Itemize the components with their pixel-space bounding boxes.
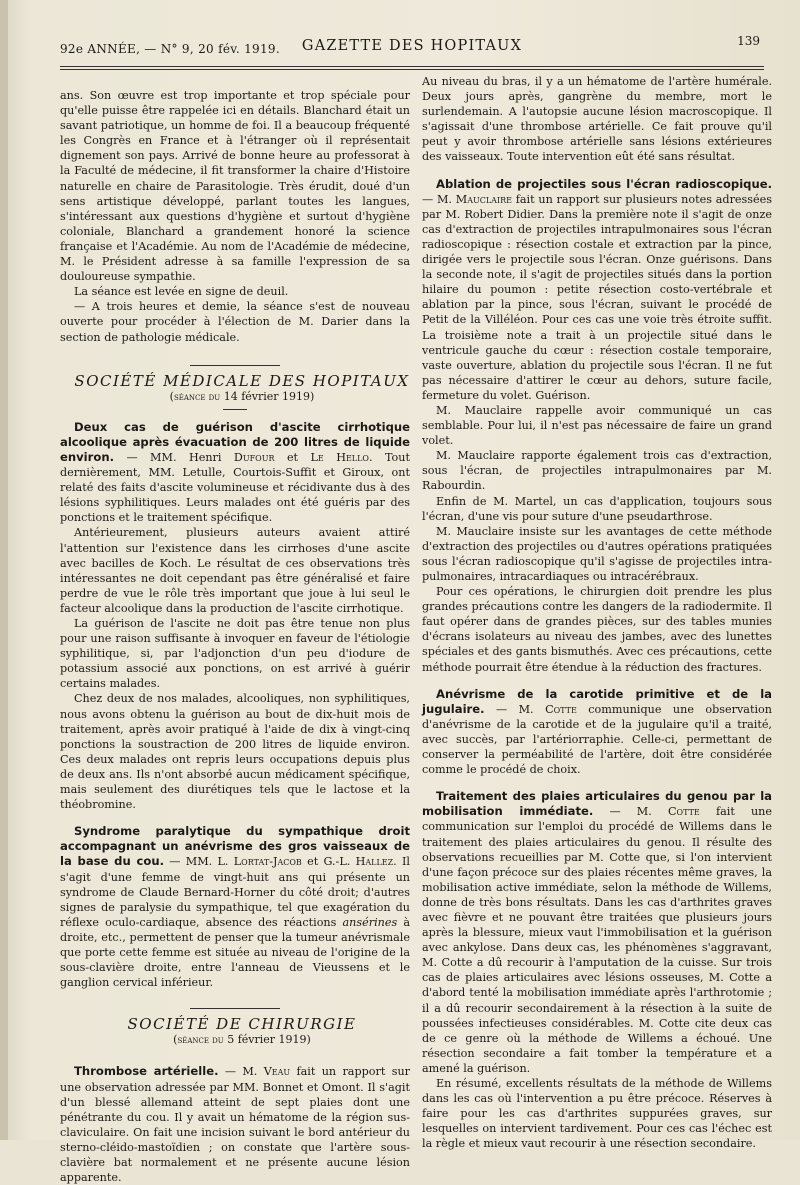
article-title: Thrombose artérielle. (74, 1064, 219, 1079)
article-paragraph: Pour ces opérations, le chirurgien doit prendre les plus grandes précautions contre les dangers de la radiodermite. Il faut opérer dans de grandes pièces, sur des tables munies d'écrans isolateurs au niveau des jambes, avec des lunettes spéciales et des gants bismuthés. Avec ces précautions, cette méthode pourrait être étendue à la réduction des fractures. (422, 585, 772, 674)
article-projectiles: Ablation de projectiles sous l'écran radioscopique. — M. Mauclaire fait un rapport sur plusieurs notes adressées par M. Robert Didier. Dans la première note il s'agit de onze cas d'extraction de projectiles intrapulmonaires sous l'écran radioscopique : résection costale et extraction par la pince, dirigée vers le projectile sous l'écran. Onze guérisons. Dans la seconde note, il s'agit de projectiles situés dans la portion hilaire du poumon : petite résection costo-vertébrale et ablation par la pince, sous l'écran, suivant le procédé de Petit de la Villéléon. Pour ces cas une voie très étroite suffit. La troisième note a trait à un projectile situé dans le ventricule gauche du cœur : résection costale temporaire, vaste ouverture, ablation du projectile sous l'écran. Il ne fut pas nécessaire d'attirer le cœur au dehors, suture facile, fermeture du volet. Guérison. (422, 176, 773, 402)
page-header (60, 34, 764, 58)
article-genou: Traitement des plaies articulaires du genou par la mobilisation immédiate. — M. Cotte fait une communication sur l'emploi du procédé de Willems dans le traitement des plaies articulaires du genou. Il résulte des observations recueillies par M. Cotte que, si l'on intervient d'une façon précoce sur des plaies récentes même graves, la mobilisation active immédiate, selon la méthode de Willems, donne de très bons résultats. Dans les cas d'arthrites graves avec fièvre et ne pouvant être traitées que plusieurs jours après la blessure, mieux vaut l'immobilisation et la guérison avec ankylose. Dans deux cas, les phénomènes s'aggravant, M. Cotte a dû recourir à l'amputation de la cuisse. Sur trois cas de plaies articulaires avec lésions osseuses, M. Cotte a d'abord tenté la mobilisation immédiate après l'arthrotomie ; il a dû recourir secondairement à la résection à la suite de poussées infectieuses considérables. M. Cotte cite deux cas de ce genre où la méthode de Willems a échoué. Une résection secondaire a fait tomber la température et a amené la guérison. (422, 789, 773, 1075)
page-number: 139 (737, 34, 760, 48)
article-paragraph: M. Mauclaire rapporte également trois cas d'extraction, sous l'écran, de projectiles intrapulmonaires par M. Rabourdin. (422, 449, 772, 493)
right-column (422, 74, 772, 1151)
intro-paragraph: ans. Son œuvre est trop importante et trop spéciale pour qu'elle puisse être rappelée ici en détails. Blanchard était un savant patriotique, un homme de foi. Il a beaucoup fréquenté les Congrès en France et à l'étranger où il représentait dignement son pays. Arrivé de bonne heure au professorat à la Faculté de médecine, il fit transformer la chaire d'Histoire naturelle en chaire de Parasitologie. Très érudit, doué d'un sens artistique développé, parlant toutes les langues, s'intéressant aux questions d'hygiène et surtout d'hygiène coloniale, Blanchard a grandement honoré la science française et l'Académie. Au nom de l'Académie de médecine, M. le Président adresse à sa famille l'expression de sa douloureuse sympathie. (60, 89, 410, 284)
article-paragraph: Chez deux de nos malades, alcooliques, non syphilitiques, nous avons obtenu la guérison au bout de dix-huit mois de traitement, après avoir pratiqué à l'aide de dix à vingt-cinq ponctions la soustraction de 200 litres de liquide environ. Ces deux malades ont repris leurs occupations depuis plus de deux ans. Ils n'ont absorbé aucun médicament spécifique, mais seulement des diurétiques tels que le lactose et la théobromine. (60, 692, 410, 812)
article-paragraph: La guérison de l'ascite ne doit pas être tenue non plus pour une raison suffisante à invoquer en faveur de l'étiologie syphilitique, si, par l'adjonction d'un peu d'iodure de potassium associé aux ponctions, on est arrivé à guérir certains malades. (60, 617, 410, 691)
article-anevrisme: Anévrisme de la carotide primitive et de la jugulaire. — M. Cotte communique une observation d'anévrisme de la carotide et de la jugulaire qu'il a traité, avec succès, par l'artériorraphie. Celle-ci, permettant de conserver la perméabilité de l'artère, doit être considérée comme le procédé de choix. (422, 686, 772, 777)
seance-date-chirurgie: (séance du 5 février 1919) (173, 1033, 311, 1047)
article-sympathique: Syndrome paralytique du sympathique droit accompagnant un anévrisme des gros vaisseaux de la base du cou. — MM. L. Lortat-Jacob et G.-L. Hallez. Il s'agit d'une femme de vingt-huit ans qui présente un syndrome de Claude Bernard-Horner du côté droit; d'autres signes de paralysie du sympathique, tel que exagération du réflexe oculo-cardiaque, absence des réactions ansérines à droite, etc., permettent de penser que la tumeur anévrismale que porte cette femme est située au niveau de l'origine de la sous-clavière droite, entre l'anneau de Vieussens et le ganglion cervical inférieur. (60, 824, 411, 990)
article-title: Traitement des plaies articulaires du genou par la mobilisation immédiate. (422, 789, 772, 819)
article-paragraph: M. Mauclaire insiste sur les avantages de cette méthode d'extraction des projectiles ou d'autres opérations pratiquées sous l'écran radioscopique qu'il s'agisse de projectiles intra-pulmonaires, intracardiaques ou intracérébraux. (422, 524, 772, 583)
article-title: Deux cas de guérison d'ascite cirrhotique alcoolique après évacuation de 200 litres de liquide environ. (60, 419, 410, 464)
header-rule-bottom (60, 69, 764, 70)
section-title-chirurgie: SOCIÉTÉ DE CHIRURGIE (127, 1015, 357, 1034)
seance-levee: La séance est levée en signe de deuil. (74, 285, 289, 299)
reprise-paragraph: — A trois heures et demie, la séance s'est de nouveau ouverte pour procéder à l'élection de M. Darier dans la section de pathologie médicale. (60, 300, 410, 344)
article-title: Syndrome paralytique du sympathique droit accompagnant un anévrisme des gros vaisseaux de la base du cou. (60, 824, 410, 869)
issue-info: 92e ANNÉE, — N° 9, 20 fév. 1919. (60, 42, 280, 56)
article-paragraph: En résumé, excellents résultats de la méthode de Willems dans les cas où l'intervention a pu être précoce. Réserves à faire pour les cas d'arthrites suppurées graves, sur lesquelles on intervient tardivement. Pour ces cas l'échec est la règle et mieux vaut recourir à une résection secondaire. (422, 1077, 772, 1151)
article-ascite: Deux cas de guérison d'ascite cirrhotique alcoolique après évacuation de 200 litres de liquide environ. — MM. Henri Dufour et Le Hello. Tout dernièrement, MM. Letulle, Courtois-Suffit et Giroux, ont relaté des faits d'ascite volumineuse et récidivante dus à des lésions syphilitiques. Leurs malades ont été guéris par des ponctions et le traitement spécifique. (60, 419, 410, 525)
section-title-hopitaux: SOCIÉTÉ MÉDICALE DES HOPITAUX (74, 371, 410, 390)
journal-title: GAZETTE DES HOPITAUX (301, 38, 523, 54)
header-rule-top (60, 66, 764, 67)
article-paragraph: Antérieurement, plusieurs auteurs avaient attiré l'attention sur l'existence dans les cirrhoses d'une ascite avec bacilles de Koch. Le résultat de ces observations très intéressantes ne doit cependant pas être généralisé et faire perdre de vue le rôle très important que joue à lui seul le facteur alcoolique dans la production de l'ascite cirrhotique. (60, 526, 410, 615)
continuation-paragraph: Au niveau du bras, il y a un hématome de l'artère humérale. Deux jours après, gangrène du membre, mort le surlendemain. A l'autopsie aucune lésion macroscopique. Il s'agissait d'une thrombose artérielle. Ce fait prouve qu'il peut y avoir thrombose artérielle sans lésions extérieures des vaisseaux. Toute intervention eût été sans résultat. (422, 75, 772, 164)
page-binding-edge (0, 0, 8, 1140)
left-column (60, 88, 410, 1185)
article-title: Ablation de projectiles sous l'écran radioscopique. (436, 176, 772, 191)
article-paragraph: M. Mauclaire rappelle avoir communiqué un cas semblable. Pour lui, il n'est pas nécessaire de faire un grand volet. (422, 403, 772, 448)
article-title: Anévrisme de la carotide primitive et de la jugulaire. (422, 686, 772, 716)
seance-date-hopitaux: (séance du 14 février 1919) (169, 389, 315, 403)
article-thrombose: Thrombose artérielle. — M. Veau fait un rapport sur une observation adressée par MM. Bonnet et Omont. Il s'agit d'un blessé allemand atteint de sept plaies dont une pénétrante du cou. Il y avait un hématome de la région sus-claviculaire. On fait une incision suivant le bord antérieur du sterno-cléido-mastoïdien ; on constate que l'artère sous-clavière bat normalement et ne présente aucune lésion apparente. (60, 1064, 410, 1185)
article-paragraph: Enfin de M. Martel, un cas d'application, toujours sous l'écran, d'une vis pour suture d'une pseudarthrose. (422, 494, 772, 523)
